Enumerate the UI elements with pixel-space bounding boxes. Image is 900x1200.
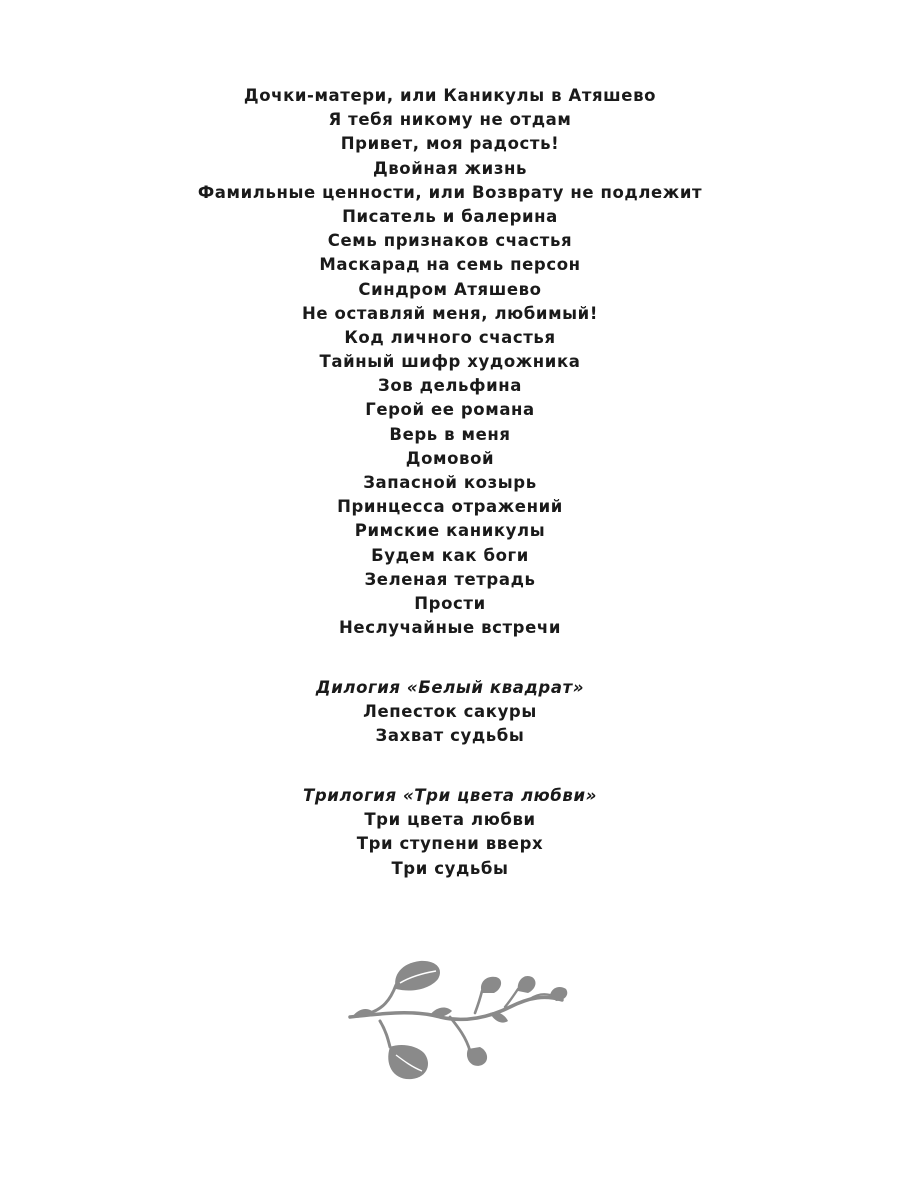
floral-branch-icon <box>340 955 570 1085</box>
title-item: Неслучайные встречи <box>339 618 561 638</box>
title-item: Зов дельфина <box>378 376 522 396</box>
title-item: Зеленая тетрадь <box>364 569 536 589</box>
title-item: Тайный шифр художника <box>319 352 581 372</box>
title-item: Двойная жизнь <box>372 158 528 178</box>
series-book-item: Лепесток сакуры <box>363 702 537 722</box>
title-item: Синдром Атяшево <box>358 279 542 299</box>
series-book-item: Захват судьбы <box>375 726 525 746</box>
series-book-item: Три ступени вверх <box>356 834 544 854</box>
series-book-item: Три судьбы <box>391 858 509 878</box>
title-item: Герой ее романа <box>365 400 535 420</box>
title-item: Римские каникулы <box>354 521 546 541</box>
title-item: Писатель и балерина <box>342 206 558 226</box>
series-white-square <box>0 676 900 749</box>
title-item: Я тебя никому не отдам <box>328 110 572 130</box>
title-item: Привет, моя радость! <box>340 134 560 154</box>
title-item: Запасной козырь <box>363 473 537 492</box>
title-item: Фамильные ценности, или Возврату не подлежит <box>197 182 703 202</box>
title-item: Семь признаков счастья <box>327 231 573 251</box>
title-item: Не оставляй меня, любимый! <box>302 303 598 323</box>
title-item: Маскарад на семь персон <box>319 255 581 275</box>
title-item: Принцесса отражений <box>337 497 563 517</box>
titles-list <box>0 84 900 640</box>
series-book-item: Три цвета любви <box>364 810 536 830</box>
title-item: Будем как боги <box>371 545 529 565</box>
title-item: Дочки-матери, или Каникулы в Атяшево <box>243 86 657 105</box>
title-item: Верь в меня <box>389 424 511 444</box>
title-item: Код личного счастья <box>344 327 556 347</box>
series-heading: Дилогия «Белый квадрат» <box>315 678 585 697</box>
title-item: Домовой <box>405 448 495 468</box>
series-three-colors <box>0 784 900 881</box>
title-item: Прости <box>414 593 486 613</box>
series-heading: Трилогия «Три цвета любви» <box>303 786 597 805</box>
